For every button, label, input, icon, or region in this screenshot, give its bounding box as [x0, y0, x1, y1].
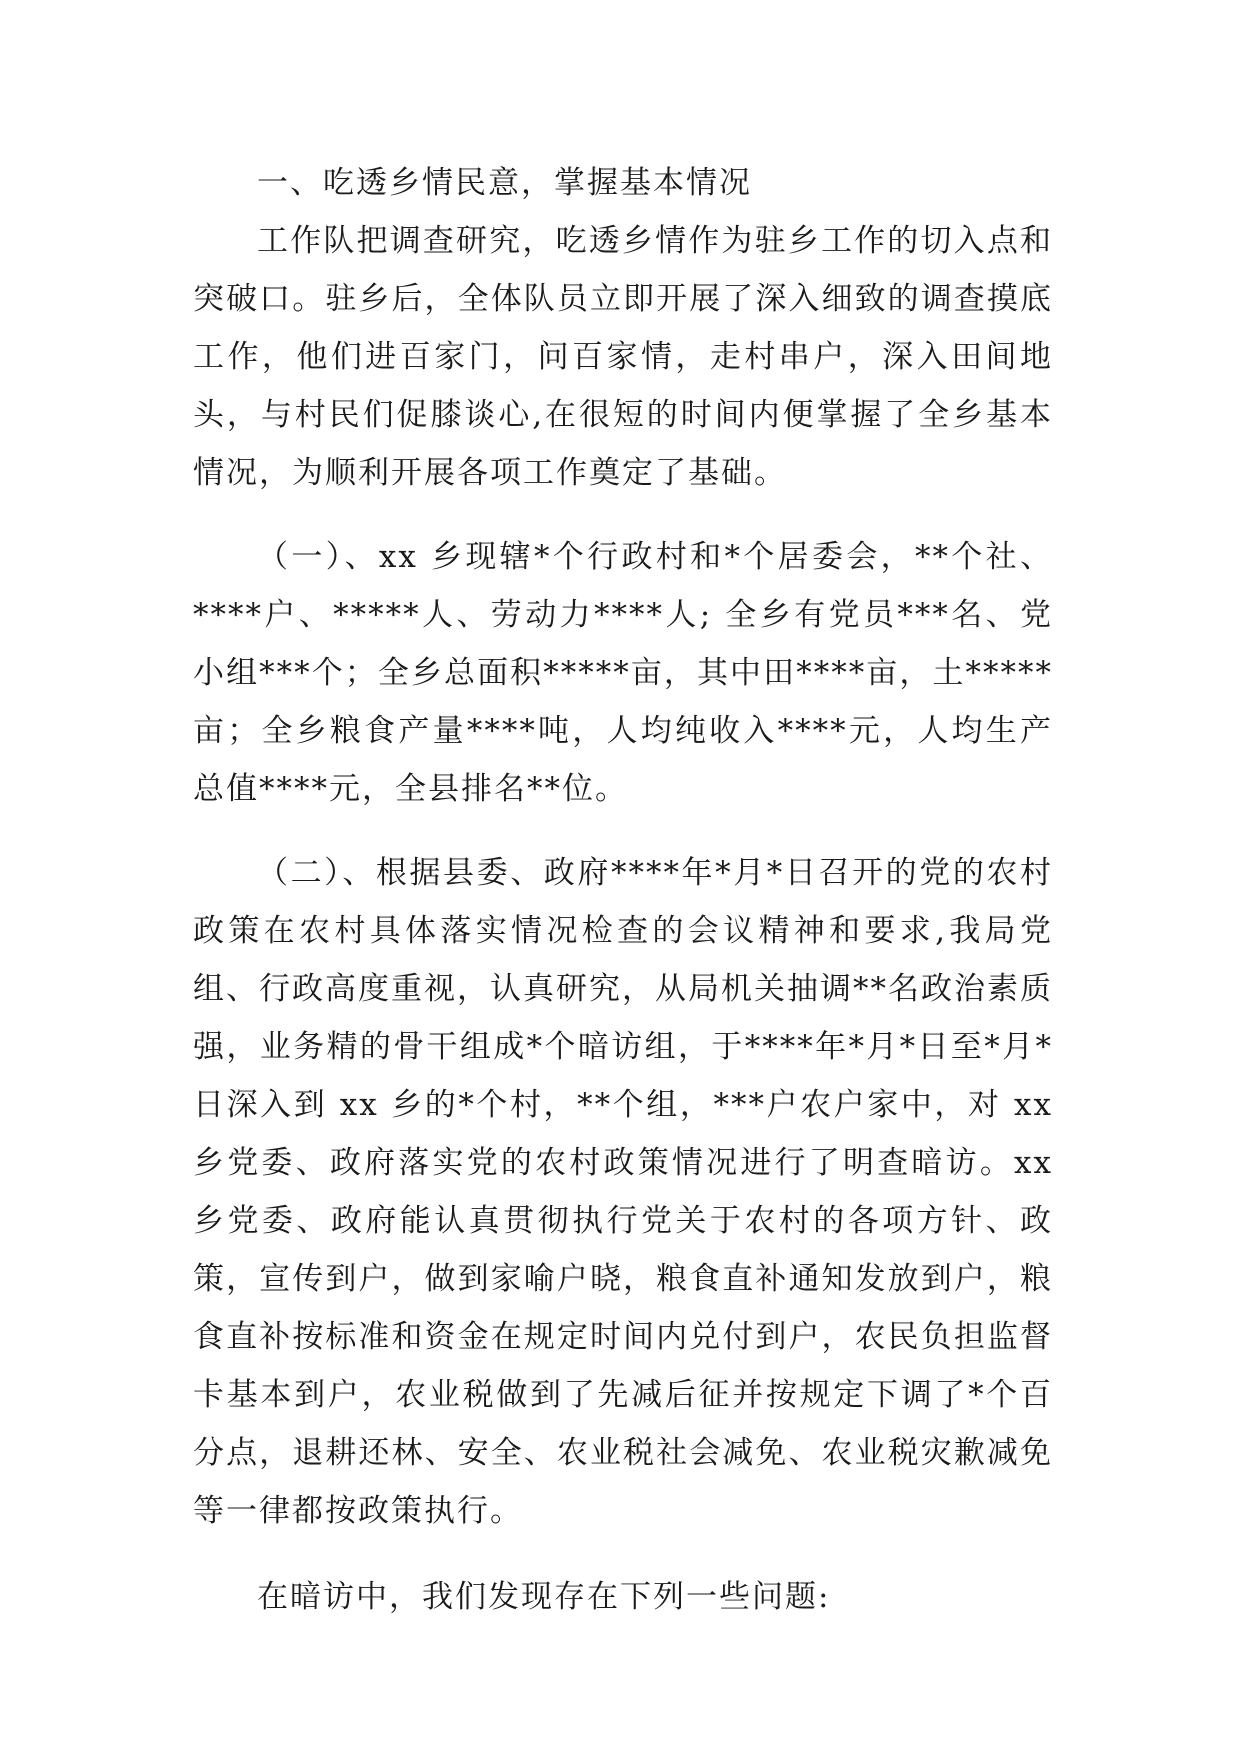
paragraph-section-1: （一）、xx 乡现辖*个行政村和*个居委会，**个社、****户、*****人、劳动力****人; 全乡有党员***名、党小组***个；全乡总面积*****亩，其中田****亩，土*****亩；全乡粮食产量****吨，人均纯收入****元，人均生产总值****元，全县排名**位。	[193, 539, 1053, 807]
paragraph-gap	[193, 1540, 1053, 1568]
paragraph-gap	[193, 502, 1053, 528]
paragraph-section-2: （二）、根据县委、政府****年*月*日召开的党的农村政策在农村具体落实情况检查的会议精神和要求,我局党组、行政高度重视，认真研究，从局机关抽调**名政治素质强，业务精的骨干组成*个暗访组，于****年*月*日至*月*日深入到 xx 乡的*个村，**个组，***户农户家中，对 xx 乡党委、政府落实党的农村政策情况进行了明查暗访。xx 乡党委、政府能认真贯彻执行党关于农村的各项方针、政策，宣传到户，做到家喻户晓，粮食直补通知发放到户，粮食直补按标准和资金在规定时间内兑付到户，农民负担监督卡基本到户，农业税做到了先减后征并按规定下调了*个百分点，退耕还林、安全、农业税社会减免、农业税灾歉减免等一律都按政策执行。	[193, 855, 1053, 1529]
section-heading: 一、吃透乡情民意，掌握基本情况	[257, 165, 752, 201]
paragraph-intro: 工作队把调查研究，吃透乡情作为驻乡工作的切入点和突破口。驻乡后，全体队员立即开展了深入细致的调查摸底工作，他们进百家门，问百家情，走村串户，深入田间地头，与村民们促膝谈心,在很短的时间内便掌握了全乡基本情况，为顺利开展各项工作奠定了基础。	[193, 223, 1053, 491]
paragraph-gap	[193, 818, 1053, 844]
document-body	[193, 154, 1053, 1626]
paragraph-problems-intro: 在暗访中，我们发现存在下列一些问题:	[257, 1579, 831, 1615]
